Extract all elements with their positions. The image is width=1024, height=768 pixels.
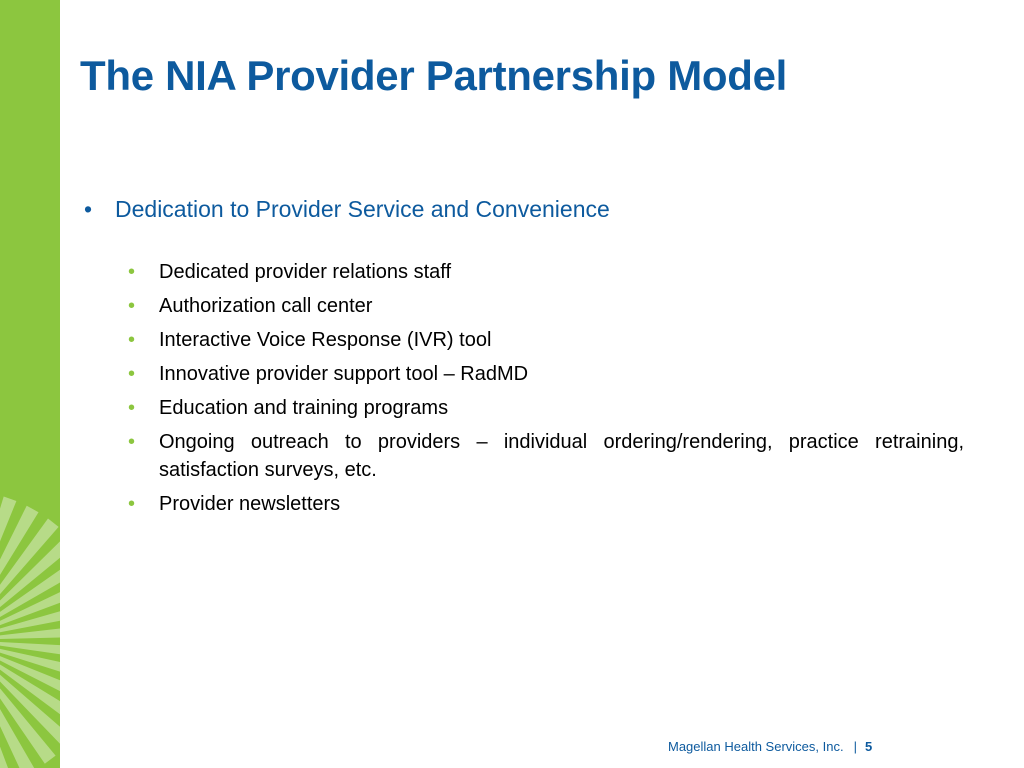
list-item-text: Ongoing outreach to providers – individual ordering/rendering, practice retraining, satisfaction surveys, etc. [159, 431, 964, 481]
bullet-icon: • [128, 493, 136, 515]
list-item-text: Provider newsletters [159, 493, 341, 515]
list-item [125, 360, 964, 388]
sunburst-decoration-icon [0, 0, 60, 768]
list-item [125, 428, 964, 484]
bullet-icon: • [128, 431, 136, 453]
side-accent-bar [0, 0, 60, 768]
list-item [125, 490, 964, 518]
list-item [125, 326, 964, 354]
list-item-text: Interactive Voice Response (IVR) tool [159, 329, 492, 351]
slide-footer [668, 739, 872, 754]
bullet-icon: • [128, 363, 136, 385]
footer-separator: | [853, 739, 857, 754]
list-item [125, 258, 964, 286]
bullet-icon: • [128, 295, 136, 317]
list-item-text: Education and training programs [159, 397, 449, 419]
list-item-text: Dedicated provider relations staff [159, 261, 452, 283]
list-item-text: Innovative provider support tool – RadMD [159, 363, 529, 385]
main-bullet-item [80, 192, 964, 226]
sub-bullet-list [80, 258, 964, 518]
list-item-text: Authorization call center [159, 295, 373, 317]
list-item [125, 394, 964, 422]
page-title: The NIA Provider Partnership Model [80, 52, 788, 99]
slide-content [80, 192, 964, 524]
bullet-icon: • [128, 329, 136, 351]
footer-company: Magellan Health Services, Inc. [668, 739, 844, 754]
bullet-icon: • [128, 261, 136, 283]
bullet-icon: • [84, 196, 93, 222]
page-number: 5 [864, 739, 873, 754]
list-item [125, 292, 964, 320]
bullet-icon: • [128, 397, 136, 419]
main-bullet-text: Dedication to Provider Service and Convenience [115, 196, 610, 222]
